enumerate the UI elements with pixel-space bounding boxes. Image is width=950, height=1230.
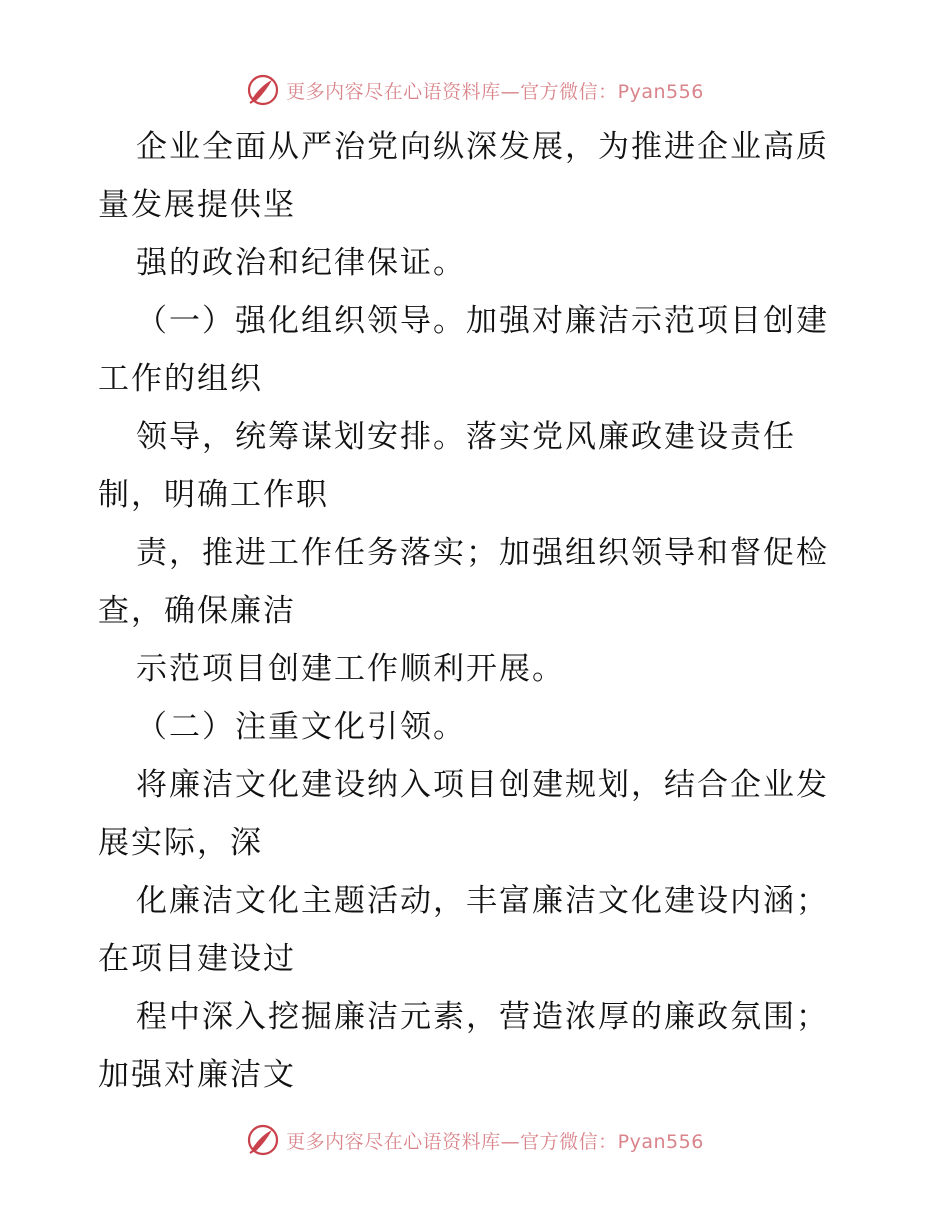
paragraph-line: 程中深入挖掘廉洁元素，营造浓厚的廉政氛围； (136, 999, 829, 1035)
paragraph-line: 在项目建设过 (98, 941, 296, 977)
paragraph-line: 加强对廉洁文 (98, 1057, 296, 1093)
paragraph-line: 将廉洁文化建设纳入项目创建规划，结合企业发 (136, 767, 829, 803)
paragraph-line: 查，确保廉洁 (98, 593, 296, 629)
paragraph-line: 强的政治和纪律保证。 (136, 245, 466, 281)
paragraph-line: 责，推进工作任务落实；加强组织领导和督促检 (136, 535, 829, 571)
watermark-text: 更多内容尽在心语资料库—官方微信：Pyan556 (286, 1130, 704, 1153)
paragraph-line: 量发展提供坚 (98, 187, 296, 223)
paragraph-line: （二）注重文化引领。 (136, 709, 466, 745)
paragraph-line: 化廉洁文化主题活动，丰富廉洁文化建设内涵； (136, 883, 829, 919)
paragraph-line: 制，明确工作职 (98, 477, 329, 513)
paragraph-line: （一）强化组织领导。加强对廉洁示范项目创建 (136, 303, 829, 339)
footer-watermark (0, 1122, 950, 1158)
watermark-text: 更多内容尽在心语资料库—官方微信：Pyan556 (286, 80, 704, 103)
paragraph-line: 示范项目创建工作顺利开展。 (136, 651, 565, 687)
paragraph-line: 展实际，深 (98, 825, 263, 861)
pen-circle-logo-icon (246, 73, 280, 107)
document-body (98, 118, 858, 1104)
header-watermark (0, 72, 950, 108)
pen-circle-logo-icon (246, 1123, 280, 1157)
paragraph-line: 领导，统筹谋划安排。落实党风廉政建设责任 (136, 419, 796, 455)
paragraph-line: 企业全面从严治党向纵深发展，为推进企业高质 (136, 129, 829, 165)
paragraph-line: 工作的组织 (98, 361, 263, 397)
